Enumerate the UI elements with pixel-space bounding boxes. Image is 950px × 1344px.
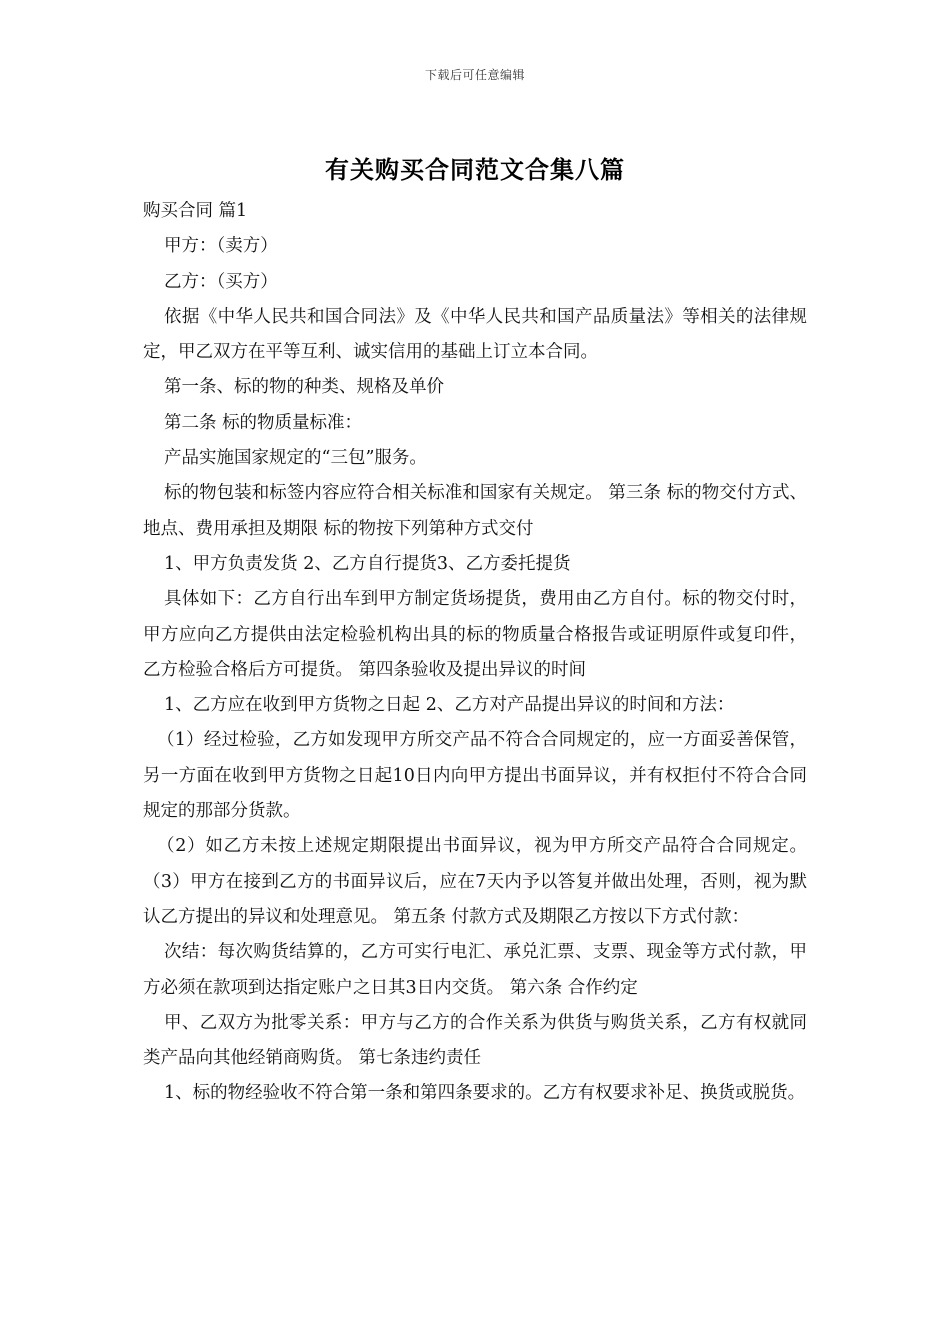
paragraph: 具体如下：乙方自行出车到甲方制定货场提货，费用由乙方自付。标的物交付时，甲方应向乙方提供由法定检验机构出具的标的物质量合格报告或证明原件或复印件，乙方检验合格后方可提货。 第四条验收及提出异议的时间 bbox=[143, 589, 807, 680]
paragraph: 第二条 标的物质量标准： bbox=[164, 412, 363, 433]
paragraph: 产品实施国家规定的“三包”服务。 bbox=[164, 448, 427, 469]
paragraph: 1、乙方应在收到甲方货物之日起 2、乙方对产品提出异议的时间和方法： bbox=[164, 695, 735, 716]
paragraph: （2）如乙方未按上述规定期限提出书面异议，视为甲方所交产品符合合同规定。 （3）甲方在接到乙方的书面异议后，应在7天内予以答复并做出处理，否则，视为默认乙方提出的异议和处理意见。 第五条 付款方式及期限乙方按以下方式付款： bbox=[143, 836, 807, 927]
paragraph: 标的物包装和标签内容应符合相关标准和国家有关规定。 第三条 标的物交付方式、地点、费用承担及期限 标的物按下列第种方式交付 bbox=[143, 483, 807, 539]
paragraph: 次结：每次购货结算的，乙方可实行电汇、承兑汇票、支票、现金等方式付款，甲方必须在款项到达指定账户之日其3日内交货。 第六条 合作约定 bbox=[143, 942, 807, 998]
header-note: 下载后可任意编辑 bbox=[424, 68, 525, 82]
paragraph: （1）经过检验，乙方如发现甲方所交产品不符合合同规定的，应一方面妥善保管，另一方面在收到甲方货物之日起10日内向甲方提出书面异议，并有权拒付不符合合同规定的那部分货款。 bbox=[143, 730, 807, 822]
party-a-line: 甲方：（卖方） bbox=[164, 236, 278, 257]
paragraph: 甲、乙双方为批零关系：甲方与乙方的合作关系为供货与购货关系，乙方有权就同类产品向其他经销商购货。 第七条违约责任 bbox=[143, 1012, 807, 1069]
party-b-line: 乙方：（买方） bbox=[164, 271, 278, 292]
paragraph: 1、标的物经验收不符合第一条和第四条要求的。乙方有权要求补足、换货或脱货。 bbox=[164, 1083, 806, 1104]
paragraph: 第一条、标的物的种类、规格及单价 bbox=[164, 377, 444, 398]
document-body bbox=[143, 194, 807, 1112]
paragraph: 1、甲方负责发货 2、乙方自行提货3、乙方委托提货 bbox=[164, 553, 571, 574]
paragraph: 依据《中华人民共和国合同法》及《中华人民共和国产品质量法》等相关的法律规定，甲乙双方在平等互利、诚实信用的基础上订立本合同。 bbox=[143, 306, 807, 363]
section-heading: 购买合同 篇1 bbox=[143, 201, 248, 221]
document-title: 有关购买合同范文合集八篇 bbox=[325, 155, 625, 184]
